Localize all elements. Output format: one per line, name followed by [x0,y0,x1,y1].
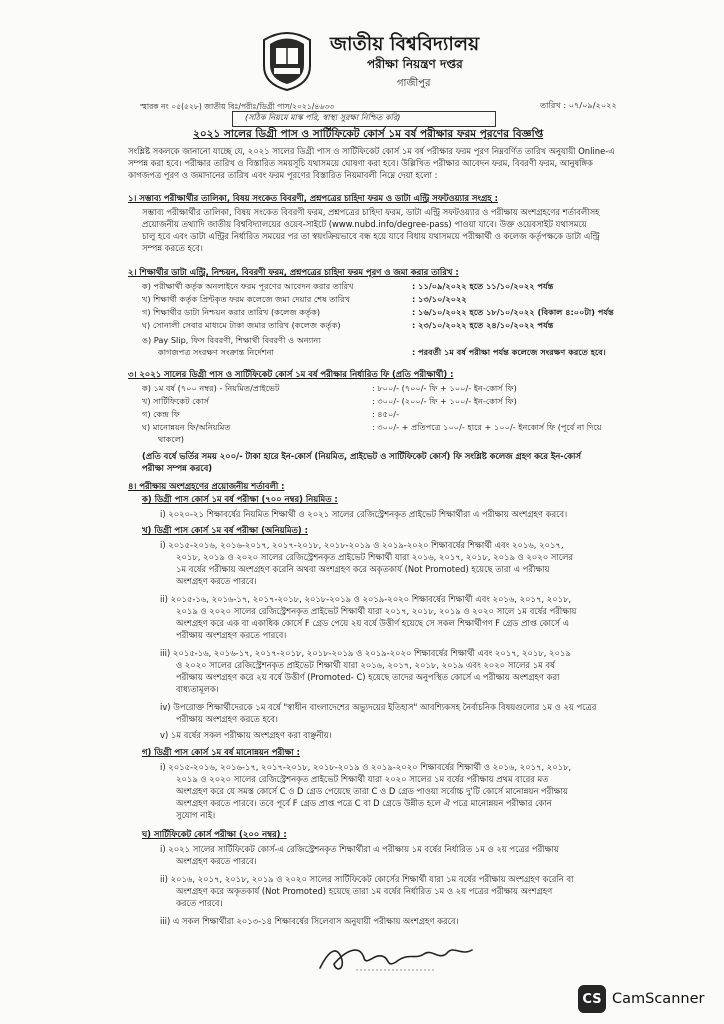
notice-date: তারিখ : ০৭/০৯/২০২২ [540,100,617,110]
fee-note: (প্রতি বর্ষে ভর্তির সময় ২০০/- টাকা হারে ইন-কোর্স (নিয়মিত, প্রাইভেট ও সার্টিফিকেট কোর্স) ফি সংশ্লিষ্ট কলেজ গ্রহণ করে ইন-কোর্স [142,451,581,461]
condition-line: করতে পারবে। [176,898,223,908]
schedule-label: খ) শিক্ষার্থী কর্তৃক প্রিন্টকৃত ফরম কলেজে জমা দেয়ার শেষ তারিখ [142,294,350,304]
condition-line: v) ১ম বর্ষের সকল পরীক্ষায় অংশগ্রহণ করা বাঞ্ছনীয়। [160,730,332,740]
condition-line: ও ২০২০ সালের রেজিস্ট্রেশনকৃত প্রাইভেট শিক্ষার্থী যারা ২০১৬, ২০১৭, ২০১৮, ২০১৯ এবং ২০২০ সালের ১ম বর্ষ [176,660,555,670]
section-1-line: প্রয়োজনীয় তথ্যাদি জাতীয় বিশ্ববিদ্যালয়ের ওয়েব-সাইটে (www.nubd.info/degree-pass) পাওয়া যাবে। উক্ত ওয়েবসাইট যথাসময়ে [142,219,587,229]
intro-line: কাগজপত্র পূরণ ও জমাদানের তারিখ এবং ফরম পূরণের বিস্তারিত নিয়মাবলী নিম্নে দেয়া হলো : [128,170,438,180]
condition-line: i) ২০২০-২১ শিক্ষাবর্ষের নিয়মিত শিক্ষার্থী ও ২০২১ সালের রেজিস্ট্রেশনকৃত প্রাইভেট শিক্ষার্থীরা এ পরীক্ষায় অংশগ্রহণ করবে। [160,509,568,519]
condition-line: ১ম বর্ষের পরীক্ষায় অংশগ্রহণ করেনি অথবা অংশগ্রহণ করে অকৃতকার্য (Not Promoted) হয়েছে তারা এ পরীক্ষায় [176,564,550,574]
intro-line: সম্পন্ন করা হবে। পরীক্ষার তারিখ ও বিস্তারিত সময়সূচি যথাসময়ে ঘোষণা করা হবে। উল্লিখিত পরীক্ষার আবেদন ফরম, বিবরণী ফরম, আনুষঙ্গিক [128,158,593,168]
intro-line: সংশ্লিষ্ট সকলকে জানানো যাচ্ছে যে, ২০২১ সালের ডিগ্রী পাস ও সার্টিফিকেট কোর্স ১ম বর্ষ পরীক্ষার ফরম পূরণ নিম্নবর্ণিত তারিখ অনুযায়ী Online-এ [128,146,615,156]
fee-value: : ৮০০/- (৭০০/- ফি + ১০০/- ইন-কোর্স ফি) [372,383,517,393]
fee-label: ঘ) মানোন্নয়ন ফি/অনিয়মিত [142,422,231,432]
condition-line: পরীক্ষায় অংশগ্রহণ করতে পারবে। [176,630,287,640]
condition-line: ii) ২০১৫-১৬, ২০১৬-১৭, ২০১৭-২০১৮, ২০১৮-২০১৯ ও ২০১৯-২০২০ শিক্ষাবর্ষের শিক্ষার্থী এবং ২০১৬, ২০১৭, ২০১৮, [160,594,572,604]
section-3-heading: ৩। ২০২১ সালের ডিগ্রী পাস ও সার্টিফিকেট কোর্স ১ম বর্ষ পরীক্ষার নির্ধারিত ফি (প্রতি পরীক্ষার্থী) : [128,369,454,379]
camscanner-icon: CS [578,985,606,1013]
condition-line: অংশগ্রহণ করতে পারবে। [176,856,257,866]
fee-label: খ) সার্টিফিকেট কোর্স [142,396,210,406]
condition-line: iv) উপরোক্ত শিক্ষার্থীদেরকে ১ম বর্ষে "স্বাধীন বাংলাদেশের অভ্যুদয়ের ইতিহাস" আবশ্যিকসহ নৈর্বাচনিক বিষয়গুলোর ১ম ও ২য় পত্রের [160,702,597,712]
condition-line: iii) এ সকল শিক্ষার্থীরা ২০১৩-১৪ শিক্ষাবর্ষের সিলেবাস অনুযায়ী পরীক্ষায় অংশগ্রহণ করবে। [160,916,459,926]
condition-line: ii) ২০১৬, ২০১৭, ২০১৮, ২০১৯ ও ২০২০ সালের সার্টিফিকেট কোর্সের শিক্ষার্থী যারা ১ম বর্ষের পরীক্ষায় অংশগ্রহণ করেনি বা [160,874,574,884]
schedule-value: : ২৩/১০/২০২২ হতে ২৪/১০/২০২২ পর্যন্ত [412,320,554,330]
section-2-heading: ২। শিক্ষার্থীর ডাটা এন্ট্রি, নিশ্চয়ন, বিবরণী ফরম, প্রশ্নপত্রের চাহিদা ফরম পূরণ ও জমা করার তারিখ : [128,267,459,277]
camscanner-watermark [578,984,704,1014]
condition-line: পরীক্ষায় অংশগ্রহণ করে ২য় বর্ষে উত্তীর্ণ (Promoted- C) হয়েছে তাদের অনুপস্থিত কোর্সে এ পরীক্ষায় অংশগ্রহণ করা [176,672,560,682]
condition-line: iii) ২০১৫-১৬, ২০১৬-১৭, ২০১৭-২০১৮, ২০১৮-২০১৯ ও ২০১৯-২০২০ শিক্ষাবর্ষের শিক্ষার্থী এবং ২০১৭, ২০১৮, ২০১৯ [160,648,571,658]
fee-value: থাকলে) [158,434,184,444]
fee-label: গ) কেন্দ্র ফি [142,409,180,419]
condition-line: i) ২০১৫-২০১৬, ২০১৬-১৭, ২০১৭-২০১৮, ২০১৮-২০১৯ ও ২০১৯-২০২০ শিক্ষাবর্ষের শিক্ষার্থী ও ২০১৬, ২০১৭, ২০১৮, [160,762,572,772]
schedule-label: গ) শিক্ষার্থীর ডাটা নিশ্চয়ন করার তারিখ (কলেজ কর্তৃক) [142,307,321,317]
condition-line: অংশগ্রহণ করে এক বা একাধিক কোর্সে F গ্রেড পেয়ে ২য় বর্ষে উত্তীর্ণ হয়েছে সে সকল শিক্ষার্থীগণ F গ্রেড প্রাপ্ত কোর্সে এ [176,618,569,628]
health-motto: (সঠিক নিয়মে মাস্ক পরি, স্বাস্থ্য সুরক্ষা নিশ্চিত করি) [245,113,401,122]
subsection-heading: ক) ডিগ্রী পাস কোর্স ১ম বর্ষ পরীক্ষা (৭০০ নম্বর) নিয়মিত : [142,494,338,504]
condition-line: অংশগ্রহণ করতে পারবে। [176,576,257,586]
section-1-heading: ১। সম্ভাব্য পরীক্ষার্থীর তালিকা, বিষয় সংকেত বিবরণী, প্রশ্নপত্রের চাহিদা ফরম ও ডাটা এন্ট্রি সফটওয়্যার সংগ্রহ : [128,193,498,203]
office-name: পরীক্ষা নিয়ন্ত্রণ দপ্তর [367,57,463,71]
university-seal-icon [258,26,316,92]
condition-line: পরীক্ষায় অংশগ্রহণ করতে হবে। [176,714,278,724]
condition-line: অংশগ্রহণ করে অকৃতকার্য (Not Promoted) হয়েছে তারা ১ম বর্ষের নির্ধারিত ১ম ও ২য় পত্রের পরীক্ষায় অংশগ্রহণ [176,886,553,896]
schedule-label: ঘ) সোনালী সেবার মাধ্যমে টাকা জমার তারিখ (কলেজ কর্তৃক) [142,320,341,330]
fee-note: পরীক্ষা সম্পন্ন করবে) [142,463,213,473]
condition-line: ২০১৮, ২০১৯ ও ২০২০ সালের রেজিস্ট্রেশনকৃত প্রাইভেট শিক্ষার্থী যারা ২০১৬, ২০১৭, ২০১৮, ২০১৯ ও ২০২০ সালের [176,552,573,562]
schedule-value: : পরবর্তী ১ম বর্ষ পরীক্ষা পর্যন্ত কলেজে সংরক্ষণ করতে হবে। [412,347,606,357]
office-location: গাজীপুর [397,78,431,89]
condition-line: অংশগ্রহণ করে যে সমস্ত কোর্সে C ও D গ্রেড পেয়েছে তারা C ও D গ্রেড পাওয়া সর্বোচ্চ দু'টি কোর্সে মানোন্নয়ন পরীক্ষায় [176,786,568,796]
signature-icon [316,940,476,976]
schedule-value: : ১৩/১০/২০২২ [412,294,467,304]
section-1-line: সম্পন্ন করতে হবে। [142,243,203,253]
schedule-label: ঙ) Pay Slip, ফিস বিবরণী, শিক্ষার্থী বিবরণী ও অন্যান্য [142,335,321,345]
condition-line: বাধ্যতামূলক। [176,684,219,694]
condition-line: i) ২০২১ সালের সার্টিফিকেট কোর্স-এ রেজিস্ট্রেশনকৃত শিক্ষার্থীরা এ পরীক্ষায় ১ম বর্ষের নির্ধারিত ১ম ও ২য় পত্রের পরীক্ষায় [160,844,559,854]
fee-value: : ৩০০/- + প্রতিপত্রে ১০০/- হারে + ১০০/- ইনকোর্স ফি (পূর্বে না দিয়ে [372,422,602,432]
schedule-label: কাগজপত্র সংরক্ষণ সংক্রান্ত নির্দেশনা [158,347,274,357]
schedule-label: ক) পরীক্ষার্থী কর্তৃক অনলাইনে ফরম পূরণের আবেদন করার তারিখ [142,281,354,291]
condition-line: অংশগ্রহণ করতে পারবে। তবে পূর্বে F গ্রেড প্রাপ্ত পত্রে C বা D গ্রেডে উন্নীত হলে ঐ পত্রে মানোন্নয়ন পরীক্ষার কোন [176,798,552,808]
condition-line: i) ২০১৫-২০১৬, ২০১৬-২০১৭, ২০১৭-২০১৮, ২০১৮-২০১৯ ও ২০১৯-২০২০ শিক্ষাবর্ষের শিক্ষার্থী এবং ২০১৬, ২০১৭, [160,540,564,550]
fee-label: ক) ১ম বর্ষ (৭০০ নম্বর) - নিয়মিত/প্রাইভেট [142,383,280,393]
section-1-line: চালু হবে এবং ডাটা এন্ট্রির নির্ধারিত সময়ের পর তা স্বয়ংক্রিয়ভাবে বন্ধ হয়ে যাবে বিধায় যথাসময়ে পরীক্ষার্থী ও কলেজ কর্তৃপক্ষকে ডাটা এন্ট্রি [142,231,600,241]
subsection-heading: গ) ডিগ্রী পাস কোর্স ১ম বর্ষ মানোন্নয়ন পরীক্ষা : [142,747,300,757]
condition-line: ২০১৯ ও ২০২০ সালের রেজিস্ট্রেশনকৃত প্রাইভেট শিক্ষার্থী যারা ২০২০ সালের ১ম বর্ষের পরীক্ষায় প্রথম বারের মত [176,774,549,784]
document-title: ২০২১ সালের ডিগ্রী পাস ও সার্টিফিকেট কোর্স ১ম বর্ষ পরীক্ষার ফরম পূরণের বিজ্ঞপ্তি [193,128,544,140]
schedule-value: : ১১/০৯/২০২২ হতে ১১/১০/২০২২ পর্যন্ত [412,281,554,291]
condition-line: ২০১৯ ও ২০২০ সালের রেজিস্ট্রেশনকৃত প্রাইভেট শিক্ষার্থী যারা ২০১৭, ২০১৮, ২০১৯ ও ২০২০ সালে ১ম বর্ষের পরীক্ষায় [176,606,577,616]
condition-line: সুযোগ নাই। [176,810,216,820]
subsection-heading: ঘ) সার্টিফিকেট কোর্স পরীক্ষা (২০০ নম্বর) : [142,829,287,839]
schedule-value: : ১৬/১০/২০২২ হতে ১৮/১০/২০২২ (বিকাল ৪:০০টা) পর্যন্ত [412,307,614,317]
fee-value: : ৩০০/- (২০০/- ফি + ১০০/- ইন-কোর্স ফি) [372,396,517,406]
memo-number: স্মারক নং ০৫(৫২৮) জাতীয় বিঃ/পরীঃ/ডিগ্রী পাস/২০২১/৪৬৩৩ [140,102,335,111]
camscanner-label: CamScanner [612,991,705,1007]
section-4-heading: ৪। পরীক্ষায় অংশগ্রহণের প্রয়োজনীয় শর্তাবলী : [128,481,285,491]
subsection-heading: খ) ডিগ্রী পাস কোর্স ১ম বর্ষ পরীক্ষা (অনিয়মিত) : [142,525,308,535]
university-name: জাতীয় বিশ্ববিদ্যালয় [330,33,480,55]
section-1-line: সম্ভাব্য পরীক্ষার্থীর তালিকা, বিষয় সংকেত বিবরণী ফরম, প্রশ্নপত্রের চাহিদা ফরম, ডাটা এন্ট্রি সফটওয়্যার ও পরীক্ষায় অংশগ্রহণের শর্তাবলীসহ [142,207,600,217]
fee-value: : ৪৫০/- [372,409,400,419]
